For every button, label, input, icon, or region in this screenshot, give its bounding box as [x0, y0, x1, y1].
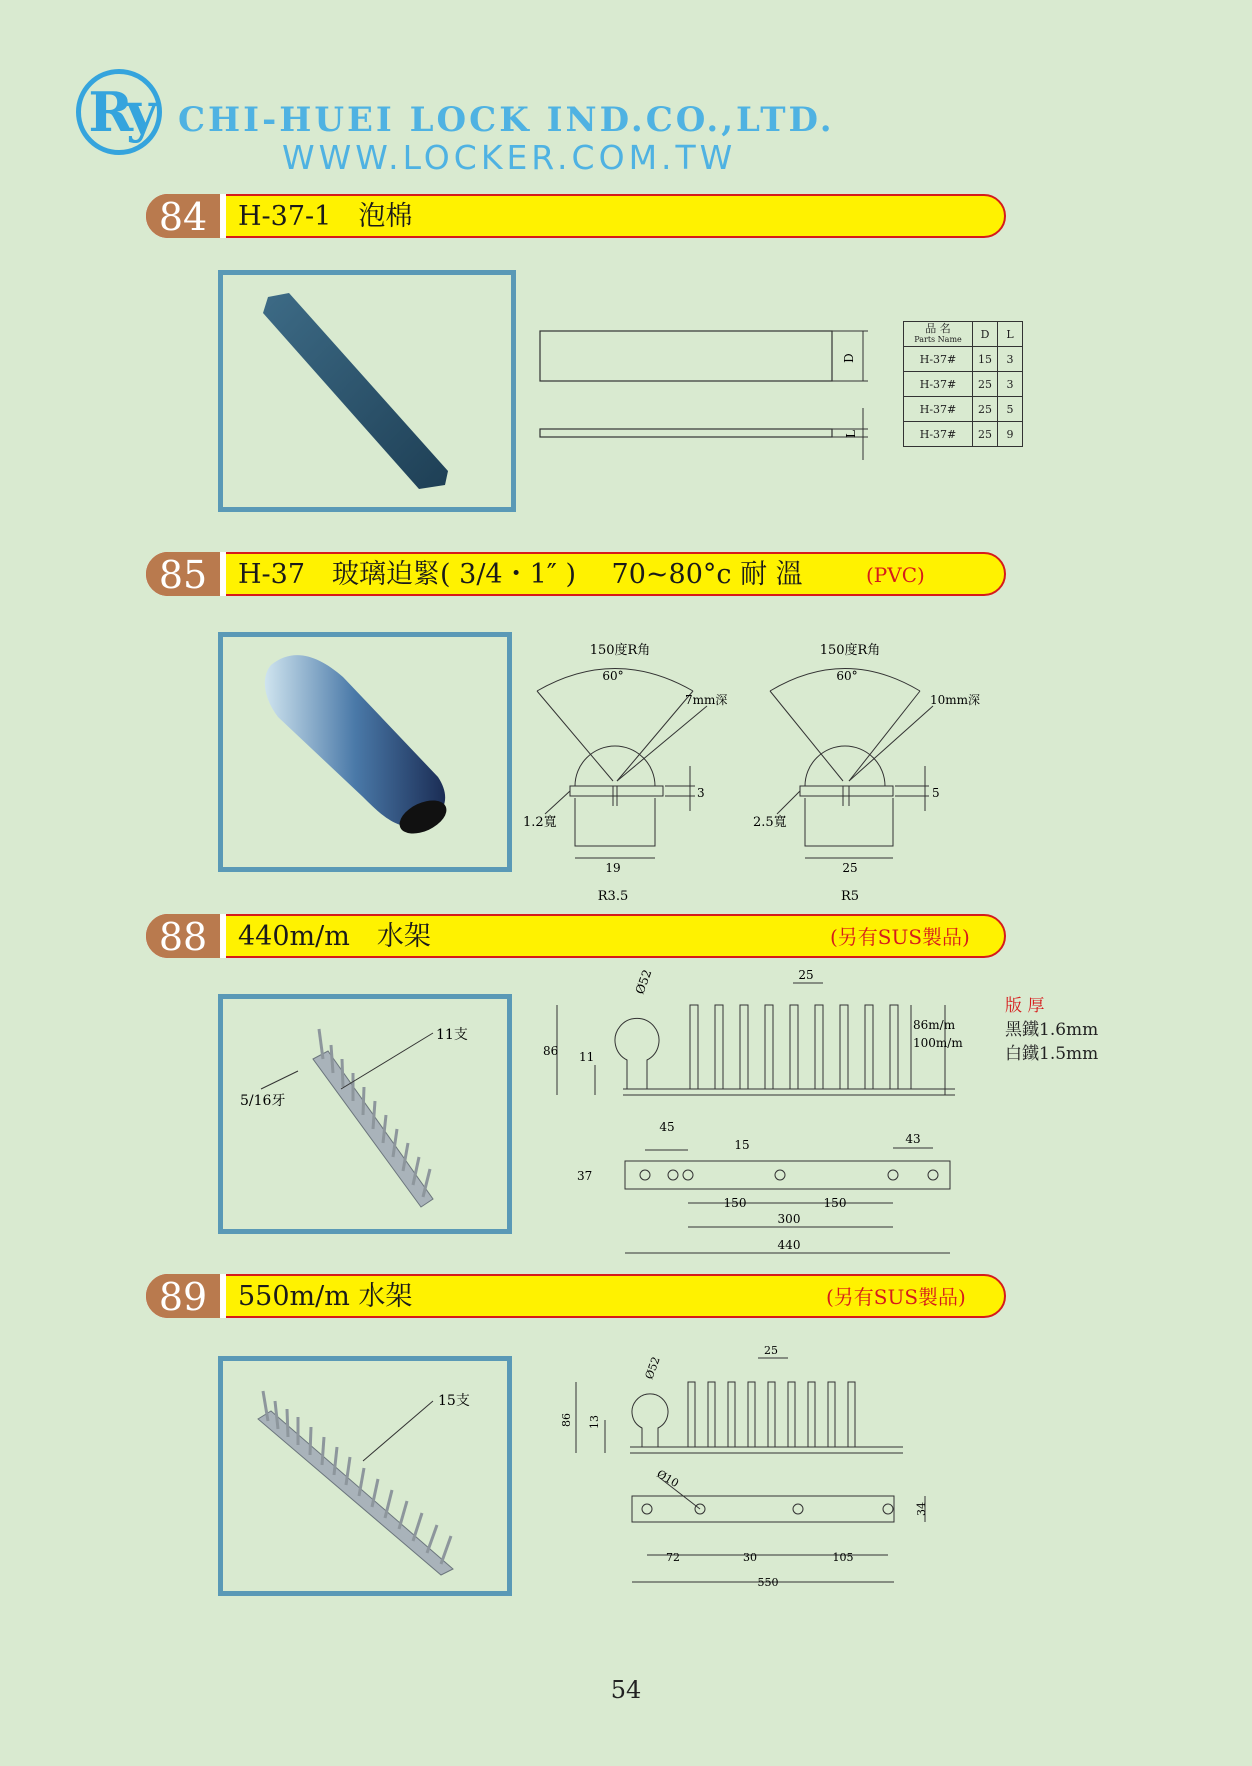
svg-text:7mm深: 7mm深 [685, 693, 728, 707]
svg-text:86: 86 [543, 1044, 559, 1058]
dim-l: L [844, 430, 858, 438]
thickness-black: 黑鐵1.6mm [1005, 1020, 1099, 1040]
section-title: H-37-1 泡棉 [238, 201, 413, 232]
section-header-89 [146, 1274, 1006, 1318]
product-photo-foam [218, 270, 516, 512]
svg-text:45: 45 [659, 1120, 675, 1134]
svg-text:37: 37 [577, 1169, 593, 1183]
section-number: 89 [146, 1274, 220, 1318]
dim-d: D [842, 353, 856, 363]
svg-text:Ø10: Ø10 [654, 1467, 681, 1491]
svg-text:150: 150 [723, 1196, 747, 1210]
svg-text:100m/m: 100m/m [913, 1036, 963, 1050]
svg-text:1.2寬: 1.2寬 [523, 815, 557, 830]
foam-strip-image [223, 275, 511, 507]
page-number: 54 [610, 1676, 642, 1704]
rack-count-label: 11支 [436, 1027, 468, 1043]
svg-text:13: 13 [588, 1415, 601, 1429]
svg-text:3: 3 [697, 786, 705, 800]
col-d: D [973, 322, 998, 347]
svg-text:43: 43 [905, 1132, 921, 1146]
svg-text:150度R角: 150度R角 [819, 643, 881, 658]
section-header-88 [146, 914, 1006, 958]
svg-text:11: 11 [579, 1050, 595, 1064]
svg-text:150: 150 [823, 1196, 847, 1210]
section-number: 84 [146, 194, 220, 238]
svg-text:30: 30 [743, 1551, 757, 1564]
svg-text:Ø52: Ø52 [642, 1354, 663, 1382]
section-title: 440m/m 水架 [238, 921, 431, 952]
rack-550-image [223, 1361, 507, 1591]
section-note: (PVC) [866, 563, 925, 587]
foam-drawing [535, 318, 875, 468]
thickness-white: 白鐵1.5mm [1005, 1044, 1099, 1064]
svg-text:25: 25 [842, 861, 858, 875]
svg-text:R5: R5 [840, 889, 860, 904]
section-note: (另有SUS製品) [826, 1285, 966, 1309]
rack-440-image [223, 999, 507, 1229]
svg-text:300: 300 [777, 1212, 801, 1226]
thickness-spec [1005, 994, 1098, 1066]
section-title: H-37 玻璃迫緊( 3/4・1″ ) 70~80°c 耐 溫 [238, 559, 803, 590]
svg-text:R3.5: R3.5 [597, 889, 629, 904]
rack-550-drawing [560, 1340, 940, 1600]
website-url[interactable]: WWW.LOCKER.COM.TW [282, 138, 737, 177]
section-note: (另有SUS製品) [830, 925, 970, 949]
parts-name-en: Parts Name [914, 334, 962, 344]
section-number: 85 [146, 552, 220, 596]
parts-name-header: 品 名 [925, 321, 951, 335]
gasket-image [223, 637, 507, 867]
thickness-title: 版 厚 [1005, 996, 1045, 1016]
section-title: 550m/m 水架 [238, 1281, 413, 1312]
svg-text:72: 72 [666, 1551, 680, 1564]
gasket-drawings [515, 636, 985, 906]
section-number: 88 [146, 914, 220, 958]
svg-text:10mm深: 10mm深 [930, 693, 981, 707]
table-row: H-37# 25 9 [904, 422, 1023, 447]
svg-text:86m/m: 86m/m [913, 1018, 956, 1032]
svg-text:15: 15 [734, 1138, 750, 1152]
svg-text:86: 86 [560, 1413, 573, 1427]
svg-text:19: 19 [605, 861, 621, 875]
section-header-84 [146, 194, 1006, 238]
svg-text:34: 34 [915, 1502, 928, 1516]
company-name: CHI-HUEI LOCK IND.CO.,LTD. [178, 100, 835, 140]
svg-text:150度R角: 150度R角 [589, 643, 651, 658]
svg-text:60°: 60° [836, 669, 858, 683]
svg-text:25: 25 [798, 968, 814, 982]
table-row: H-37# 25 5 [904, 397, 1023, 422]
rack-440-drawing [535, 965, 965, 1265]
svg-text:440: 440 [777, 1238, 801, 1252]
svg-text:5: 5 [932, 786, 940, 800]
svg-text:105: 105 [832, 1551, 854, 1564]
svg-text:550: 550 [757, 1576, 779, 1589]
product-photo-rack-440 [218, 994, 512, 1234]
section-header-85 [146, 552, 1006, 596]
svg-text:Ø52: Ø52 [632, 967, 655, 997]
svg-text:2.5寬: 2.5寬 [753, 815, 787, 830]
company-logo: Ry [88, 80, 152, 144]
parts-table [903, 321, 1023, 447]
table-row: H-37# 15 3 [904, 347, 1023, 372]
svg-text:25: 25 [764, 1344, 778, 1357]
rack-550-count-label: 15支 [438, 1393, 470, 1409]
product-photo-rack-550 [218, 1356, 512, 1596]
table-row: H-37# 25 3 [904, 372, 1023, 397]
rack-thread-label: 5/16牙 [240, 1093, 286, 1109]
svg-text:60°: 60° [602, 669, 624, 683]
col-l: L [998, 322, 1023, 347]
product-photo-gasket [218, 632, 512, 872]
